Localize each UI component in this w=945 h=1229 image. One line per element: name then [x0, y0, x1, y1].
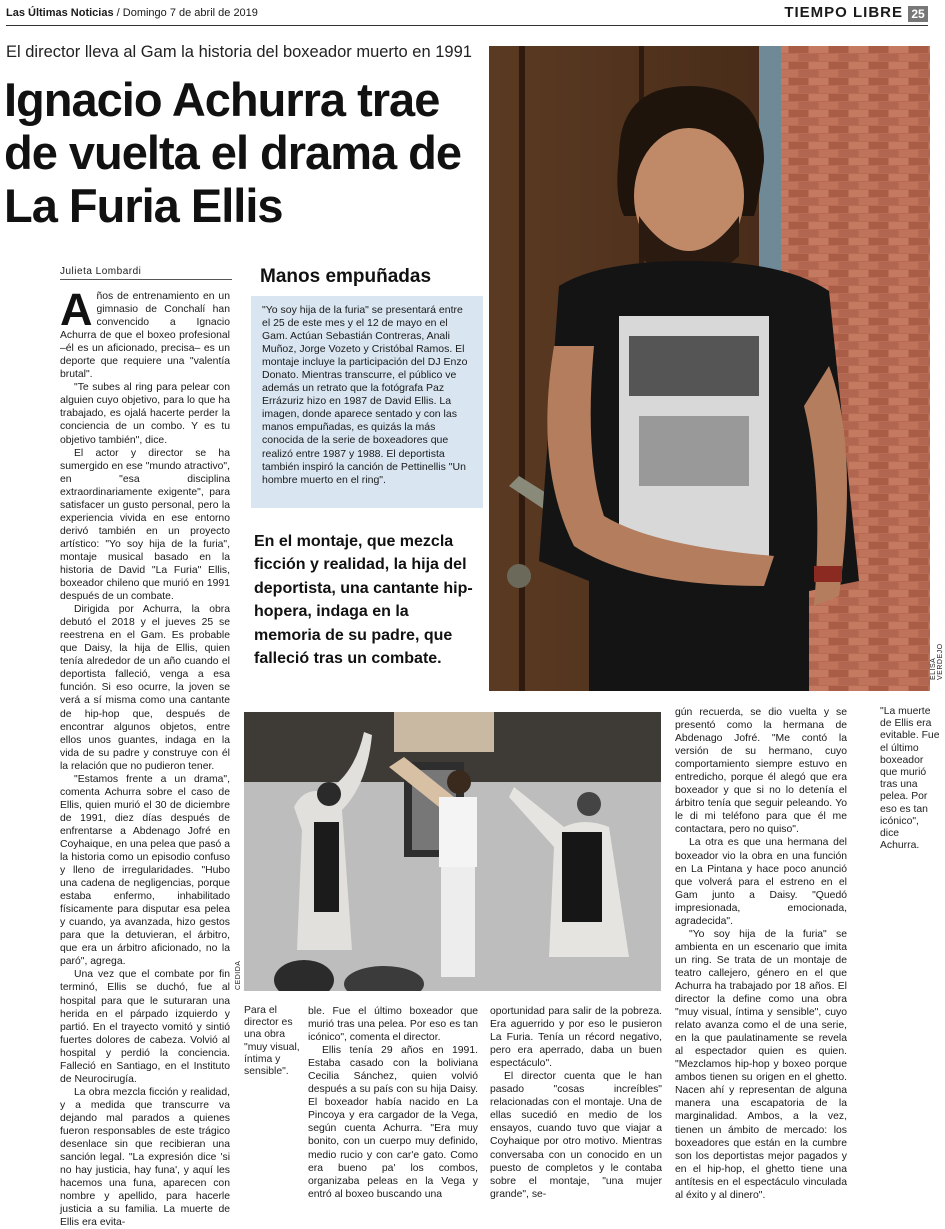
paragraph: "Estamos frente a un drama", comenta Achurra sobre el caso de Ellis, quien murió el 30 de diciembre de 1991, diez días después de enfrentarse a Abdenago Jofré en Coyhaique, en una pelea que pasó a la historia como un episodio confuso y lleno de irregularidades. "Hubo una cadena de negligencias, porque estaba enfermo, inhabilitado físicamente para disputar esa pelea y cuando, ya avanzada, hizo gestos para que la detuvieran, el árbitro, que era un árbitro aficionado, no la paró", agrega. [60, 773, 230, 968]
article-column-1 [60, 284, 230, 1229]
header-rule [6, 25, 928, 26]
stage-photo [244, 712, 661, 991]
paragraph: ble. Fue el último boxeador que murió tras una pelea. Por eso es tan icónico", comenta el director. [308, 1006, 478, 1044]
photo-credit: CEDIDA [235, 960, 242, 990]
paragraph: ños de entrenamiento en un gimnasio de Conchalí han convencido a Ignacio Achurra de que el boxeo profesional –él es un aficionado, precisa– es un deporte que requiere una "valentía brutal". [60, 291, 230, 381]
paragraph: La obra mezcla ficción y realidad, y a medida que transcurre va dejando mal parados a quienes fueron responsables de este trágico desenlace sin que recibieran una sanción legal. "La expresión dice 'si no hay justicia, hay funa', y aquí les hacemos una funa, aparecen con nombre y apellido, para hacerle justicia a su familia. La muerte de Ellis era evita- [60, 1086, 230, 1229]
headline: Ignacio Achurra trae de vuelta el drama de La Furia Ellis [4, 73, 462, 232]
paragraph: El actor y director se ha sumergido en ese "mundo atractivo", en "esa disciplina extraordinariamente exigente", para satisfacer un gusto personal, pero la experiencia vivida en ese entorno derivó también en un proyecto artístico: "Yo soy hija de la furia", montaje musical basado en la historia de David "La Furia" Ellis, boxeador chileno que murió en 1991 después de un combate. [60, 447, 230, 603]
section-title: TIEMPO LIBRE [784, 4, 903, 21]
photo-caption: Para el director es una obra "muy visual, íntima y sensible". [244, 1005, 300, 1078]
byline: Julieta Lombardi [60, 266, 142, 277]
paragraph: La otra es que una hermana del boxeador vio la obra en una función en La Pintana y hace poco anunció que volverá para el estreno en el Gam junto a Daisy. "Quedó impresionada, emocionada, agradecida". [675, 837, 847, 927]
article-column-5 [675, 706, 847, 1202]
masthead [6, 7, 258, 19]
portrait-photo [489, 46, 930, 691]
paragraph: Una vez que el combate por fin terminó, Ellis se duchó, fue al hospital para que le suturaran una herida en el párpado izquierdo y partió. En el trayecto vomitó y sintió fuertes dolores de cabeza. Volvió al hospital y perdió la conciencia. Falleció en Santiago, en el Instituto de Neurocirugía. [60, 969, 230, 1085]
page-number: 25 [908, 6, 928, 22]
article-column-4 [490, 1005, 662, 1201]
sidebar-text: "Yo soy hija de la furia" se presentará entre el 25 de este mes y el 12 de mayo en el Gam. Actúan Sebastián Contreras, Anali Muñoz, Jorge Vozeto y Cristóbal Ramos. El montaje incluye la participación del DJ Enzo Donato. Mientras transcurre, el público ve además un retrato que la fotógrafa Paz Errázuriz hizo en 1987 de David Ellis. La imagen, donde aparece sentado y con las manos empuñadas, es quizás la más conocida de la serie de boxeadores que realizó entre 1987 y 1988. El deportista también inspiró la canción de Pettinellis "Un hombre muerto en el ring". [262, 304, 468, 486]
issue-date: / Domingo 7 de abril de 2019 [113, 7, 258, 19]
paper-name: Las Últimas Noticias [6, 7, 114, 19]
byline-rule [60, 279, 232, 280]
drop-cap: A [60, 284, 93, 335]
sidebar-box [251, 296, 483, 508]
paragraph: El director cuenta que le han pasado "cosas increíbles" relacionadas con el montaje. Una de ellas sucedió en medio de los ensayos, cuando tuvo que viajar a Coyhaique por otro motivo. Mientras conversaba con un conocido en un puesto de completos y le contaba sobre el montaje, "una mujer grande", se- [490, 1071, 662, 1200]
paragraph: Ellis tenía 29 años en 1991. Estaba casado con la boliviana Cecilia Sánchez, quien volvió después a su país con su hija Daisy. El boxeador había nacido en La Pincoya y era cargador de la Vega, según cuenta Achurra. "Era muy bonito, con un cuerpo muy definido, medio rucio y con car'e gato. Como era bueno pa' los combos, organizaba peleas en la Vega y entró al boxeo buscando una [308, 1045, 478, 1200]
kicker: El director lleva al Gam la historia del boxeador muerto en 1991 [6, 43, 472, 61]
paragraph: "Yo soy hija de la furia" se ambienta en un escenario que imita un ring. Se trata de un montaje de teatro callejero, género en el que Achurra ha trabajado por 18 años. El director la define como una obra "muy visual, íntima y sensible", cuyo relato avanza como el de una serie, en la que paulatinamente se revela al espectador quien es quien. "Mezclamos hip-hop y boxeo porque ambos tienen su origen en el ghetto. Nacen ahí y representan de alguna manera una escapatoria de la marginalidad. Ambos, a la vez, tienen un ámbito de mercado: los boxeadores que están en la cumbre son los deportistas mejor pagados y en el hip-hop, el ghetto tiene una antítesis en el espectáculo vinculada al éxito y al dinero". [675, 928, 847, 1201]
pull-quote: En el montaje, que mezcla ficción y realidad, la hija del deportista, una cantante hip-hopera, indaga en la memoria de su padre, que falleció tras un combate. [254, 533, 473, 668]
paragraph: "Te subes al ring para pelear con alguien cuyo objetivo, para lo que ha trabajado, es ojalá hacerte perder la conciencia de un combo. Y es tu objetivo también", dice. [60, 382, 230, 446]
paragraph: Dirigida por Achurra, la obra debutó el 2018 y el jueves 25 se reestrena en el Gam. Es probable que Daisy, la hija de Ellis, quien tenía alrededor de un año cuando el deportista falleció, venga a esa función. Si eso ocurre, la joven se verá a sí misma como una cantante de hip-hop que, después de encontrar algunos objetos, entre ellos unos guantes, indaga en la vida de su padre y construye con él la relación que no pudieron tener. [60, 604, 230, 772]
paragraph: oportunidad para salir de la pobreza. Era aguerrido y por eso le pusieron La Furia. Tenía un récord negativo, pero era aperrado, daba un buen espectáculo". [490, 1006, 662, 1070]
photo-credit: ELISA VERDEJO [930, 643, 944, 680]
paragraph: gún recuerda, se dio vuelta y se presentó como la hermana de Abdenago Jofré. "Me contó la versión de su hermano, cuyo comportamiento siempre estuvo en entredicho, porque él alegó que era boxeador y que si no lo detenía el árbitro tenía que seguir peleando. Yo le di mi teléfono para que él me contactara, pero no quiso". [675, 707, 847, 836]
sidebar-title: Manos empuñadas [260, 266, 432, 287]
quote-caption: "La muerte de Ellis era evitable. Fue el último boxeador que murió tras una pelea. Por eso es tan icónico", dice Achurra. [880, 706, 940, 852]
article-column-3 [308, 1005, 478, 1201]
